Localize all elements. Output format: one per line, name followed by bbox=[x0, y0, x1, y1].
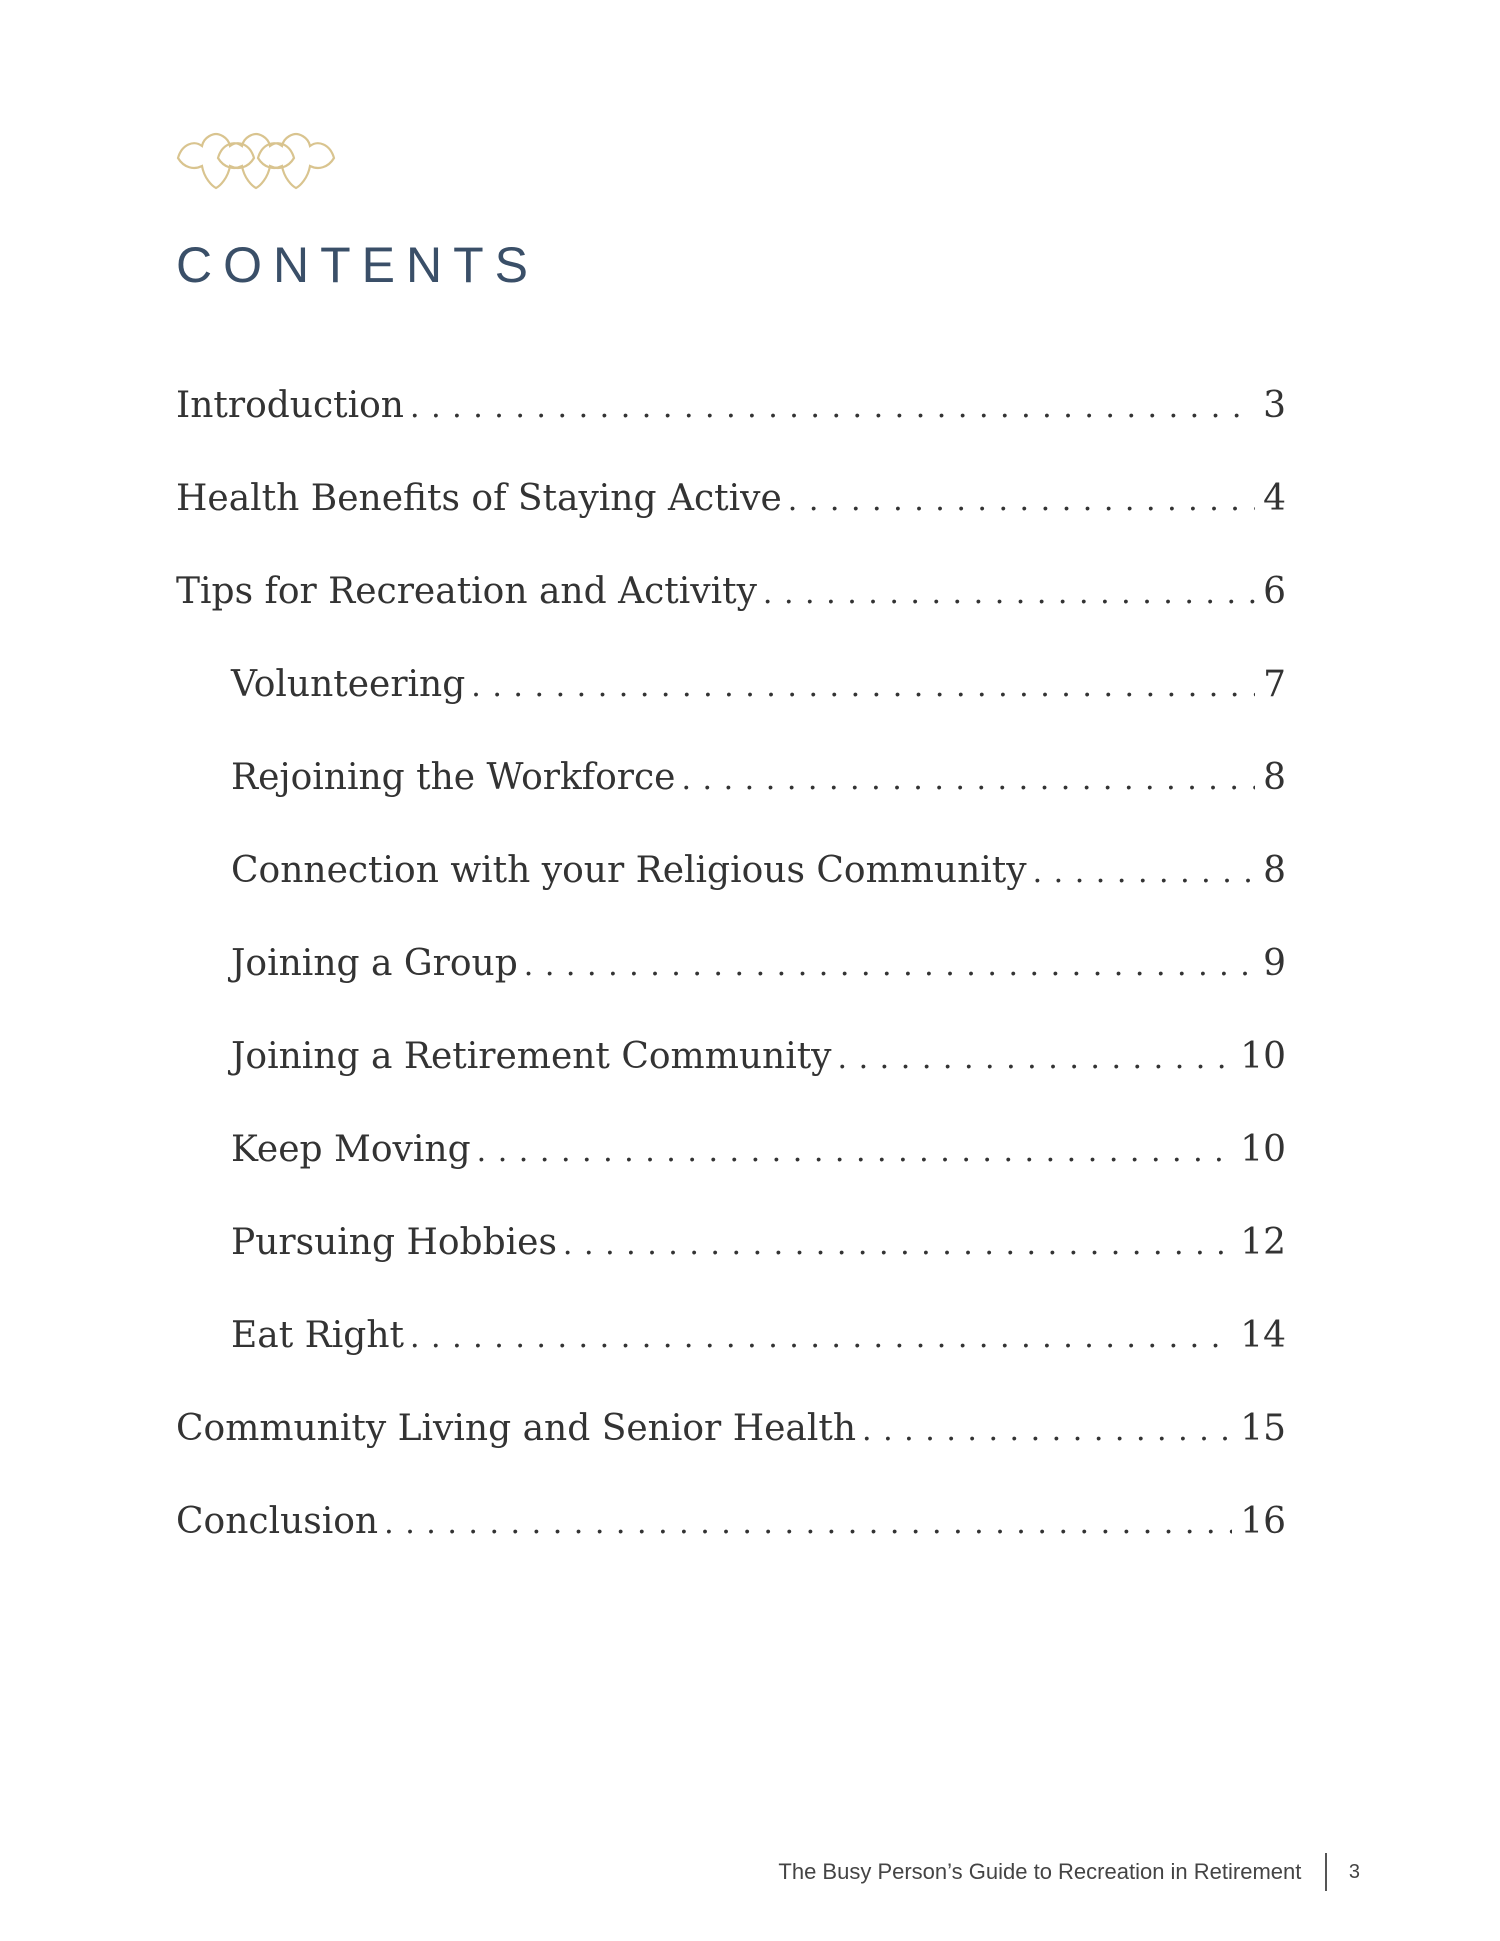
toc-dot-leader bbox=[1033, 855, 1256, 890]
page-footer bbox=[778, 1852, 1360, 1892]
toc-entry-label: Connection with your Religious Community bbox=[231, 850, 1027, 891]
toc-entry[interactable] bbox=[176, 1315, 1286, 1408]
toc-entry-page-number: 14 bbox=[1240, 1315, 1286, 1356]
quatrefoil-ornament-icon bbox=[176, 130, 336, 192]
toc-entry-page-number: 15 bbox=[1240, 1408, 1286, 1449]
toc-entry-label: Tips for Recreation and Activity bbox=[176, 571, 757, 612]
toc-entry[interactable] bbox=[176, 664, 1286, 757]
toc-entry-label: Eat Right bbox=[231, 1315, 404, 1356]
toc-entry-page-number: 10 bbox=[1240, 1129, 1286, 1170]
toc-entry[interactable] bbox=[176, 385, 1286, 478]
toc-entry-label: Health Benefits of Staying Active bbox=[176, 478, 782, 519]
toc-entry-label: Pursuing Hobbies bbox=[231, 1222, 557, 1263]
footer-divider bbox=[1325, 1853, 1327, 1891]
table-of-contents bbox=[176, 385, 1286, 1594]
toc-entry[interactable] bbox=[176, 1501, 1286, 1594]
toc-entry-label: Joining a Group bbox=[231, 943, 518, 984]
toc-entry-page-number: 10 bbox=[1240, 1036, 1286, 1077]
toc-entry-page-number: 8 bbox=[1263, 850, 1286, 891]
toc-entry-page-number: 7 bbox=[1263, 664, 1286, 705]
toc-entry[interactable] bbox=[176, 943, 1286, 1036]
footer-page-number: 3 bbox=[1348, 1860, 1360, 1883]
toc-entry[interactable] bbox=[176, 1036, 1286, 1129]
toc-dot-leader bbox=[838, 1041, 1233, 1076]
footer-document-title: The Busy Person’s Guide to Recreation in Retirement bbox=[778, 1859, 1302, 1884]
toc-dot-leader bbox=[410, 1320, 1232, 1355]
toc-dot-leader bbox=[681, 762, 1255, 797]
toc-entry-label: Volunteering bbox=[231, 664, 466, 705]
toc-entry-page-number: 8 bbox=[1263, 757, 1286, 798]
toc-entry-label: Joining a Retirement Community bbox=[231, 1036, 832, 1077]
toc-entry[interactable] bbox=[176, 1129, 1286, 1222]
toc-entry[interactable] bbox=[176, 571, 1286, 664]
toc-entry-page-number: 12 bbox=[1240, 1222, 1286, 1263]
toc-entry-page-number: 3 bbox=[1263, 385, 1286, 426]
toc-entry-label: Introduction bbox=[176, 385, 404, 426]
toc-dot-leader bbox=[477, 1134, 1233, 1169]
toc-dot-leader bbox=[384, 1506, 1232, 1541]
toc-entry[interactable] bbox=[176, 1222, 1286, 1315]
toc-entry-label: Keep Moving bbox=[231, 1129, 471, 1170]
toc-dot-leader bbox=[763, 576, 1255, 611]
page-title: CONTENTS bbox=[176, 237, 539, 293]
toc-entry[interactable] bbox=[176, 757, 1286, 850]
toc-dot-leader bbox=[524, 948, 1255, 983]
toc-dot-leader bbox=[862, 1413, 1232, 1448]
toc-entry-page-number: 9 bbox=[1263, 943, 1286, 984]
toc-entry[interactable] bbox=[176, 1408, 1286, 1501]
toc-dot-leader bbox=[410, 390, 1255, 425]
toc-dot-leader bbox=[471, 669, 1255, 704]
toc-entry-page-number: 6 bbox=[1263, 571, 1286, 612]
toc-dot-leader bbox=[563, 1227, 1232, 1262]
toc-entry-page-number: 16 bbox=[1240, 1501, 1286, 1542]
toc-entry[interactable] bbox=[176, 478, 1286, 571]
toc-dot-leader bbox=[788, 483, 1255, 518]
toc-entry[interactable] bbox=[176, 850, 1286, 943]
toc-entry-label: Community Living and Senior Health bbox=[176, 1408, 857, 1449]
toc-entry-label: Rejoining the Workforce bbox=[231, 757, 676, 798]
toc-entry-label: Conclusion bbox=[176, 1501, 379, 1542]
toc-entry-page-number: 4 bbox=[1263, 478, 1286, 519]
